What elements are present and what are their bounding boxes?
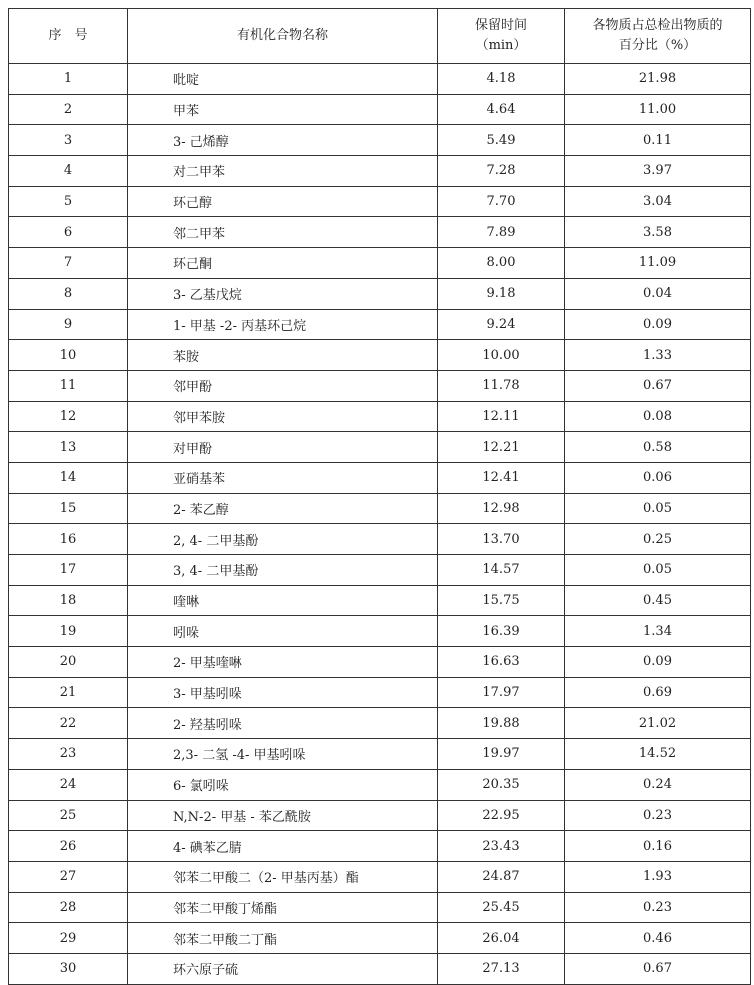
cell-retention-time: 7.70 [438, 186, 565, 217]
table-row [9, 892, 751, 923]
cell-retention-time: 17.97 [438, 677, 565, 708]
cell-percentage: 21.02 [565, 708, 751, 739]
cell-compound-name: 3- 甲基吲哚 [128, 677, 438, 708]
cell-compound-name: 3- 乙基戊烷 [128, 278, 438, 309]
cell-percentage: 11.09 [565, 248, 751, 279]
cell-retention-time: 23.43 [438, 831, 565, 862]
cell-no: 3 [9, 125, 128, 156]
table-row [9, 217, 751, 248]
cell-percentage: 0.05 [565, 555, 751, 586]
cell-percentage: 0.23 [565, 800, 751, 831]
cell-compound-name: 4- 碘苯乙腈 [128, 831, 438, 862]
cell-percentage: 0.05 [565, 493, 751, 524]
table-row [9, 861, 751, 892]
cell-retention-time: 22.95 [438, 800, 565, 831]
cell-percentage: 11.00 [565, 94, 751, 125]
cell-percentage: 1.33 [565, 340, 751, 371]
cell-no: 27 [9, 861, 128, 892]
cell-retention-time: 8.00 [438, 248, 565, 279]
cell-compound-name: 2- 羟基吲哚 [128, 708, 438, 739]
table-row [9, 708, 751, 739]
cell-no: 13 [9, 432, 128, 463]
cell-no: 24 [9, 769, 128, 800]
cell-no: 11 [9, 370, 128, 401]
cell-retention-time: 11.78 [438, 370, 565, 401]
cell-percentage: 1.93 [565, 861, 751, 892]
header-pct-line2: 百分比（%） [618, 38, 697, 53]
cell-compound-name: 3, 4- 二甲基酚 [128, 555, 438, 586]
cell-compound-name: 吲哚 [128, 616, 438, 647]
cell-no: 19 [9, 616, 128, 647]
cell-compound-name: 6- 氯吲哚 [128, 769, 438, 800]
cell-percentage: 3.04 [565, 186, 751, 217]
cell-no: 7 [9, 248, 128, 279]
cell-no: 5 [9, 186, 128, 217]
cell-compound-name: 邻苯二甲酸二丁酯 [128, 923, 438, 954]
table-row [9, 248, 751, 279]
cell-no: 4 [9, 156, 128, 187]
cell-no: 21 [9, 677, 128, 708]
cell-no: 26 [9, 831, 128, 862]
cell-no: 20 [9, 647, 128, 678]
cell-percentage: 0.67 [565, 953, 751, 984]
cell-compound-name: 邻甲苯胺 [128, 401, 438, 432]
cell-percentage: 0.06 [565, 462, 751, 493]
header-time-line1: 保留时间 [474, 18, 527, 33]
cell-no: 16 [9, 524, 128, 555]
cell-percentage: 0.69 [565, 677, 751, 708]
cell-no: 30 [9, 953, 128, 984]
cell-retention-time: 12.41 [438, 462, 565, 493]
table-row [9, 524, 751, 555]
cell-percentage: 14.52 [565, 739, 751, 770]
table-row [9, 616, 751, 647]
table-row [9, 800, 751, 831]
table-row [9, 677, 751, 708]
cell-retention-time: 24.87 [438, 861, 565, 892]
cell-compound-name: 对二甲苯 [128, 156, 438, 187]
cell-retention-time: 12.21 [438, 432, 565, 463]
table-row [9, 278, 751, 309]
cell-retention-time: 7.89 [438, 217, 565, 248]
cell-retention-time: 14.57 [438, 555, 565, 586]
table-row [9, 953, 751, 984]
cell-percentage: 0.67 [565, 370, 751, 401]
cell-no: 22 [9, 708, 128, 739]
cell-retention-time: 9.18 [438, 278, 565, 309]
header-time-line2: （min） [475, 38, 527, 53]
header-row [9, 9, 751, 64]
cell-compound-name: 环己醇 [128, 186, 438, 217]
table-row [9, 462, 751, 493]
cell-percentage: 0.25 [565, 524, 751, 555]
table-row [9, 923, 751, 954]
cell-no: 28 [9, 892, 128, 923]
table-row [9, 647, 751, 678]
cell-retention-time: 15.75 [438, 585, 565, 616]
cell-retention-time: 13.70 [438, 524, 565, 555]
cell-retention-time: 4.64 [438, 94, 565, 125]
cell-no: 25 [9, 800, 128, 831]
cell-no: 6 [9, 217, 128, 248]
table-row [9, 555, 751, 586]
cell-retention-time: 19.88 [438, 708, 565, 739]
table-body [9, 64, 751, 985]
header-name: 有机化合物名称 [128, 9, 438, 64]
cell-compound-name: 2, 4- 二甲基酚 [128, 524, 438, 555]
cell-compound-name: 邻甲酚 [128, 370, 438, 401]
cell-percentage: 0.23 [565, 892, 751, 923]
cell-no: 29 [9, 923, 128, 954]
cell-compound-name: 邻苯二甲酸二（2- 甲基丙基）酯 [128, 861, 438, 892]
cell-compound-name: N,N-2- 甲基 - 苯乙酰胺 [128, 800, 438, 831]
cell-retention-time: 12.11 [438, 401, 565, 432]
cell-retention-time: 26.04 [438, 923, 565, 954]
cell-compound-name: 2,3- 二氢 -4- 甲基吲哚 [128, 739, 438, 770]
cell-no: 17 [9, 555, 128, 586]
cell-retention-time: 20.35 [438, 769, 565, 800]
cell-no: 15 [9, 493, 128, 524]
cell-percentage: 0.45 [565, 585, 751, 616]
cell-compound-name: 3- 己烯醇 [128, 125, 438, 156]
cell-retention-time: 25.45 [438, 892, 565, 923]
cell-percentage: 0.11 [565, 125, 751, 156]
cell-compound-name: 对甲酚 [128, 432, 438, 463]
cell-compound-name: 邻苯二甲酸丁烯酯 [128, 892, 438, 923]
cell-no: 1 [9, 64, 128, 95]
cell-retention-time: 19.97 [438, 739, 565, 770]
cell-no: 8 [9, 278, 128, 309]
cell-compound-name: 2- 甲基喹啉 [128, 647, 438, 678]
cell-compound-name: 苯胺 [128, 340, 438, 371]
cell-retention-time: 12.98 [438, 493, 565, 524]
cell-compound-name: 亚硝基苯 [128, 462, 438, 493]
cell-no: 14 [9, 462, 128, 493]
table-row [9, 401, 751, 432]
cell-compound-name: 环六原子硫 [128, 953, 438, 984]
cell-retention-time: 5.49 [438, 125, 565, 156]
cell-compound-name: 甲苯 [128, 94, 438, 125]
cell-compound-name: 吡啶 [128, 64, 438, 95]
compound-table [8, 8, 751, 985]
cell-compound-name: 2- 苯乙醇 [128, 493, 438, 524]
cell-retention-time: 7.28 [438, 156, 565, 187]
cell-percentage: 0.09 [565, 309, 751, 340]
table-row [9, 493, 751, 524]
table-row [9, 585, 751, 616]
cell-retention-time: 4.18 [438, 64, 565, 95]
cell-percentage: 3.58 [565, 217, 751, 248]
cell-retention-time: 9.24 [438, 309, 565, 340]
cell-retention-time: 16.63 [438, 647, 565, 678]
table-row [9, 739, 751, 770]
cell-percentage: 0.16 [565, 831, 751, 862]
cell-compound-name: 邻二甲苯 [128, 217, 438, 248]
table-row [9, 340, 751, 371]
cell-percentage: 1.34 [565, 616, 751, 647]
cell-percentage: 0.09 [565, 647, 751, 678]
cell-retention-time: 10.00 [438, 340, 565, 371]
cell-percentage: 0.24 [565, 769, 751, 800]
cell-no: 23 [9, 739, 128, 770]
table-row [9, 370, 751, 401]
table-row [9, 309, 751, 340]
cell-percentage: 0.58 [565, 432, 751, 463]
header-retention-time [438, 9, 565, 64]
table-row [9, 186, 751, 217]
cell-no: 12 [9, 401, 128, 432]
header-pct-line1: 各物质占总检出物质的 [592, 18, 723, 33]
table-row [9, 64, 751, 95]
table-row [9, 94, 751, 125]
cell-compound-name: 环己酮 [128, 248, 438, 279]
cell-percentage: 0.46 [565, 923, 751, 954]
cell-retention-time: 27.13 [438, 953, 565, 984]
cell-no: 9 [9, 309, 128, 340]
cell-no: 10 [9, 340, 128, 371]
table-row [9, 156, 751, 187]
cell-compound-name: 喹啉 [128, 585, 438, 616]
table-row [9, 125, 751, 156]
cell-no: 18 [9, 585, 128, 616]
cell-compound-name: 1- 甲基 -2- 丙基环己烷 [128, 309, 438, 340]
cell-percentage: 3.97 [565, 156, 751, 187]
table-row [9, 769, 751, 800]
cell-percentage: 21.98 [565, 64, 751, 95]
table-row [9, 432, 751, 463]
header-no: 序 号 [9, 9, 128, 64]
cell-no: 2 [9, 94, 128, 125]
table-header [9, 9, 751, 64]
header-percentage [565, 9, 751, 64]
cell-retention-time: 16.39 [438, 616, 565, 647]
cell-percentage: 0.04 [565, 278, 751, 309]
table-container [8, 8, 751, 985]
table-row [9, 831, 751, 862]
cell-percentage: 0.08 [565, 401, 751, 432]
